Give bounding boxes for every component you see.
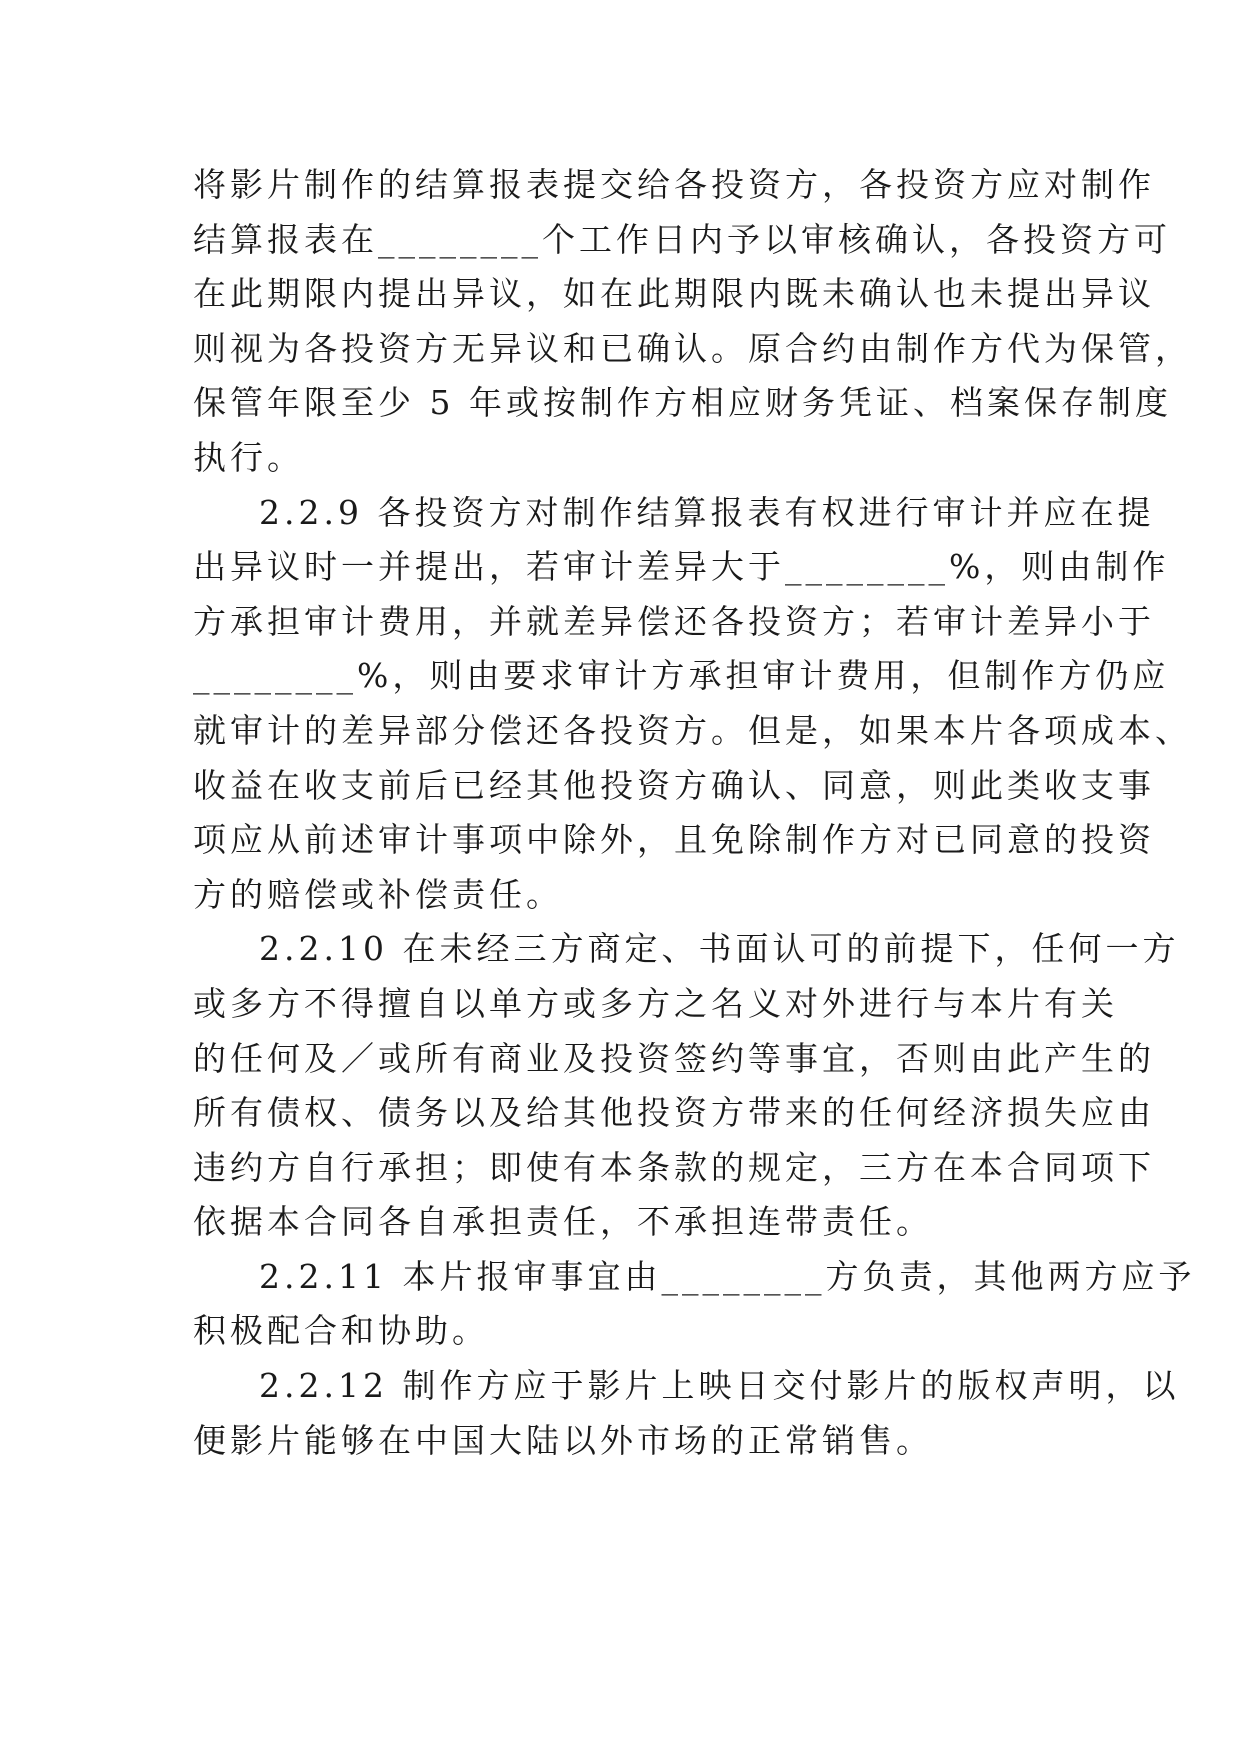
text-line: 违约方自行承担；即使有本条款的规定，三方在本合同项下 (193, 1147, 1155, 1187)
text-line: 将影片制作的结算报表提交给各投资方，各投资方应对制作 (193, 165, 1155, 204)
text-line: 保管年限至少 5 年或按制作方相应财务凭证、档案保存制度 (193, 383, 1172, 423)
text-line: 结算报表在________个工作日内予以审核确认，各投资方可 (193, 219, 1171, 259)
text-line: 的任何及／或所有商业及投资签约等事宜，否则由此产生的 (193, 1038, 1155, 1078)
text-line: 或多方不得擅自以单方或多方之名义对外进行与本片有关 (193, 983, 1118, 1023)
clause-2-2-9-start: 2.2.9 各投资方对制作结算报表有权进行审计并应在提 (259, 492, 1155, 532)
text-line: 就审计的差异部分偿还各投资方。但是，如果本片各项成本、 (193, 710, 1192, 750)
text-line: 方承担审计费用，并就差异偿还各投资方；若审计差异小于 (193, 601, 1155, 641)
text-line: 收益在收支前后已经其他投资方确认、同意，则此类收支事 (193, 765, 1155, 805)
text-line: 方的赔偿或补偿责任。 (193, 874, 563, 914)
text-line: 便影片能够在中国大陆以外市场的正常销售。 (193, 1420, 933, 1460)
clause-2-2-10-start: 2.2.10 在未经三方商定、书面认可的前提下，任何一方 (259, 929, 1180, 969)
text-line: 在此期限内提出异议，如在此期限内既未确认也未提出异议 (193, 274, 1155, 314)
text-line: 则视为各投资方无异议和已确认。原合约由制作方代为保管， (193, 328, 1192, 368)
text-line: 所有债权、债务以及给其他投资方带来的任何经济损失应由 (193, 1093, 1155, 1133)
text-line: 出异议时一并提出，若审计差异大于________%，则由制作 (193, 547, 1170, 587)
clause-2-2-12-start: 2.2.12 制作方应于影片上映日交付影片的版权声明，以 (259, 1366, 1180, 1406)
text-line: 依据本合同各自承担责任，不承担连带责任。 (193, 1202, 933, 1242)
text-line: 执行。 (193, 437, 304, 477)
text-line: 项应从前述审计事项中除外，且免除制作方对已同意的投资 (193, 820, 1155, 860)
text-line: ________%，则由要求审计方承担审计费用，但制作方仍应 (193, 656, 1170, 696)
clause-2-2-11-start: 2.2.11 本片报审事宜由________方负责，其他两方应予 (259, 1256, 1196, 1296)
text-line: 积极配合和协助。 (193, 1311, 489, 1351)
contract-body-text (193, 158, 1196, 1468)
